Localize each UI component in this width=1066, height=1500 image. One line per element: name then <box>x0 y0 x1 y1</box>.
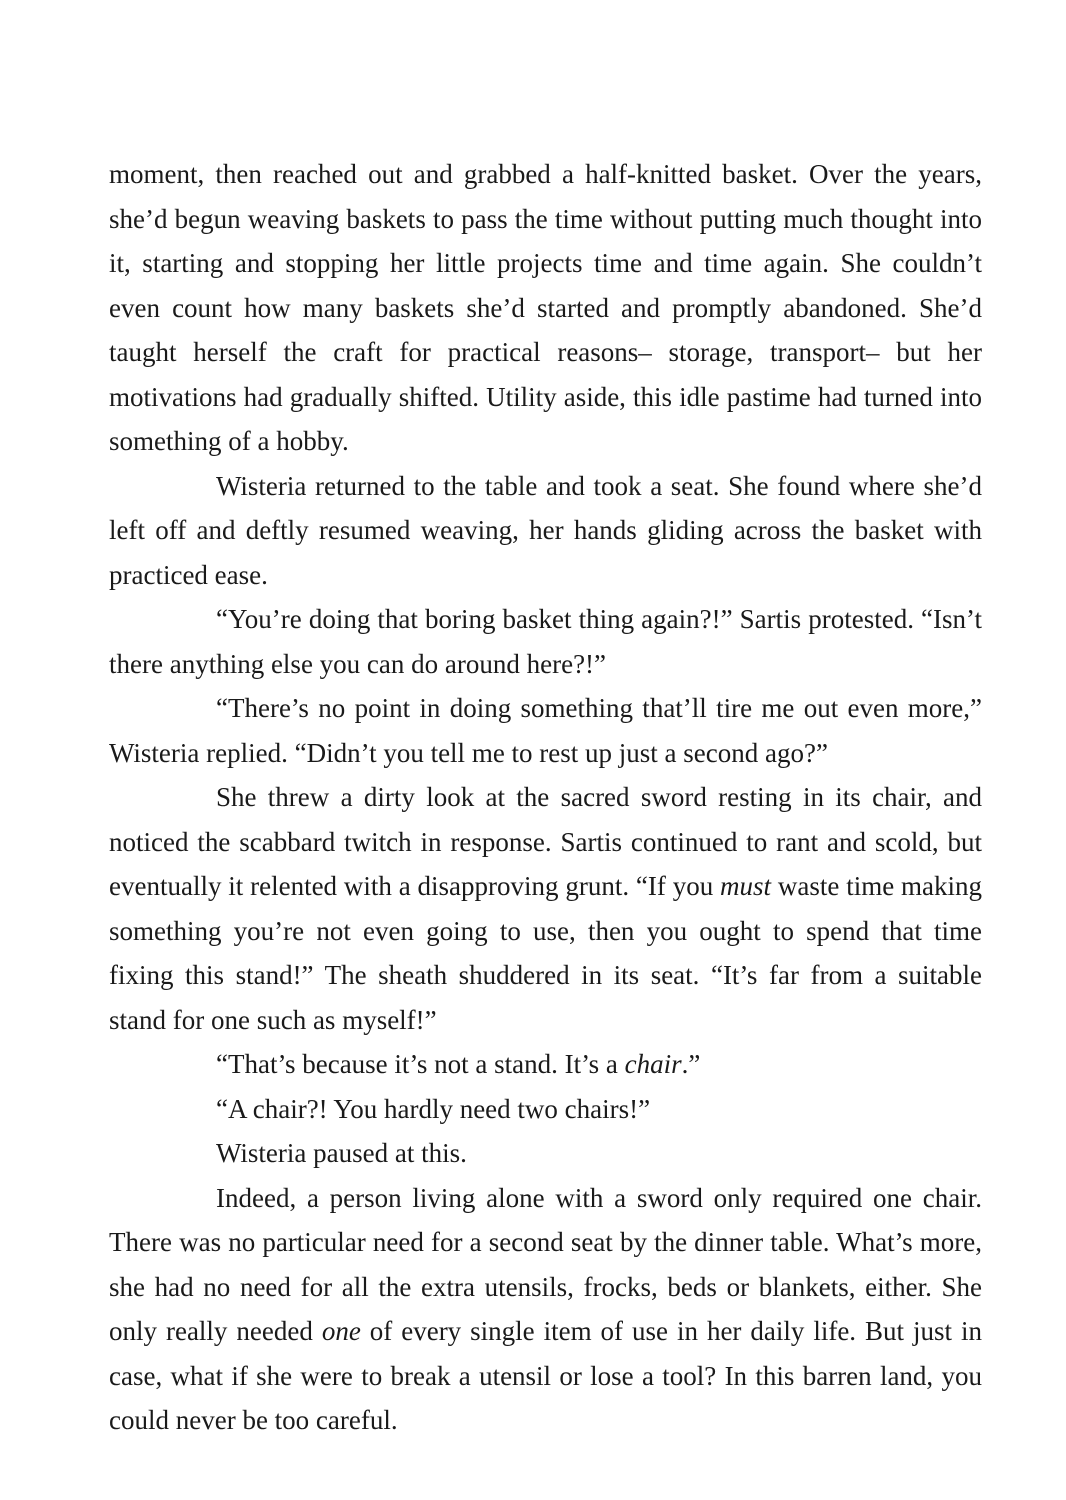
emphasis-text: chair <box>624 1049 682 1079</box>
text-run: .” <box>681 1049 701 1079</box>
text-run: “A chair?! You hardly need two chairs!” <box>216 1093 651 1124</box>
text-run: She threw a dirty look at the sacred sword resting in its chair, and noticed the scabbard twitch in response. Sartis continued to rant and scold, but eventually it relented with a disapproving grunt. “If you <box>109 782 982 901</box>
paragraph-2 <box>109 464 982 598</box>
paragraph-7 <box>109 1087 982 1132</box>
text-run: “You’re doing that boring basket thing again?!” Sartis protested. “Isn’t there anything else you can do around here?!” <box>109 604 982 679</box>
paragraph-3 <box>109 597 982 686</box>
text-run: Wisteria paused at this. <box>216 1138 467 1168</box>
text-run: “There’s no point in doing something that’ll tire me out even more,” Wisteria replied. “Didn’t you tell me to rest up just a second ago?” <box>109 693 982 768</box>
emphasis-text: one <box>321 1316 361 1346</box>
text-run: of every single item of use in her daily life. But just in case, what if she were to break a utensil or lose a tool? In this barren land, you could never be too careful. <box>109 1316 982 1435</box>
paragraph-4 <box>109 686 982 775</box>
paragraph-5 <box>109 775 982 1042</box>
text-run: Indeed, a person living alone with a sword only required one chair. There was no particular need for a second seat by the dinner table. What’s more, she had no need for all the extra utensils, frocks, beds or blankets, either. She only really needed <box>109 1182 982 1346</box>
book-page-text <box>109 152 982 1443</box>
emphasis-text: must <box>720 871 772 901</box>
paragraph-8 <box>109 1131 982 1176</box>
text-run: moment, then reached out and grabbed a half-knitted basket. Over the years, she’d begun weaving baskets to pass the time without putting much thought into it, starting and stopping her little projects time and time again. She couldn’t even count how many baskets she’d started and promptly abandoned. She’d taught herself the craft for practical reasons– storage, transport– but her motivations had gradually shifted. Utility aside, this idle pastime had turned into something of a hobby. <box>109 159 982 456</box>
text-run: waste time making something you’re not even going to use, then you ought to spend that time fixing this stand!” The sheath shuddered in its seat. “It’s far from a suitable stand for one such as myself!” <box>109 871 982 1035</box>
paragraph-1 <box>109 152 982 464</box>
text-run: “That’s because it’s not a stand. It’s a <box>216 1049 625 1079</box>
paragraph-6 <box>109 1042 982 1087</box>
text-run: Wisteria returned to the table and took a seat. She found where she’d left off and deftly resumed weaving, her hands gliding across the basket with practiced ease. <box>109 470 982 590</box>
paragraph-9 <box>109 1176 982 1443</box>
